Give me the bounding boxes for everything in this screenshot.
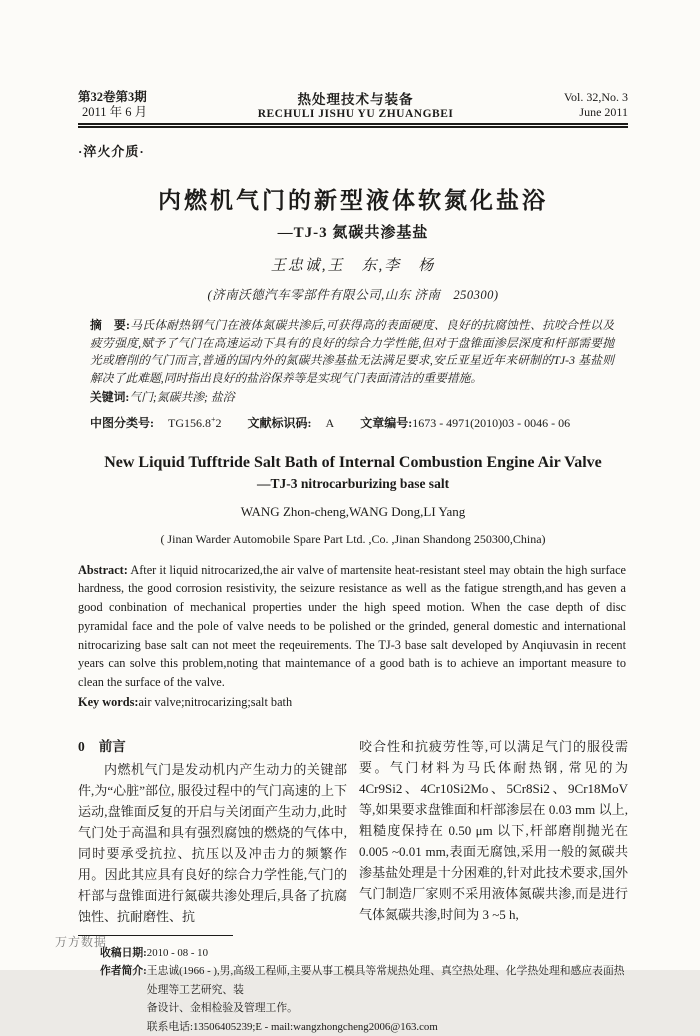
affiliation-cn: (济南沃德汽车零部件有限公司,山东 济南 250300) [207, 288, 499, 302]
received-label: 收稿日期: [100, 946, 147, 959]
body-paragraph-right: 咬合性和抗疲劳性等,可以满足气门的服役需要。气门材料为马氏体耐热钢, 常见的为 4Cr9Si2、4Cr10Si2Mo、5Cr8Si2、9Cr18MoV 等,如果要求盘锥面和杆部渗层在 0.03 mm 以上,粗糙度保持在 0.50 μm 以下,杆部磨削抛光在 0.005 ~0.01 mm,表面无腐蚀,采用一般的氮碳共渗基盐处理是十分困难的,针对此技术要求,国外气门制造厂家则不采用液体氮碳共渗,而是进行气体氮碳共渗,时间为 3 ~5 h, [359, 738, 628, 922]
keywords-text-cn: 气门;氮碳共渗; 盐浴 [129, 390, 235, 404]
body-column-left [78, 736, 347, 927]
abstract-label-cn: 摘 要: [90, 318, 130, 332]
journal-name-pinyin: RECHULI JISHU YU ZHUANGBEI [257, 108, 454, 120]
contact-line: 联系电话:13506405239;E - mail:wangzhongcheng2006@163.com [146, 1020, 438, 1033]
body-columns [78, 736, 628, 927]
clc-after-sup: 2 [215, 415, 222, 430]
keywords-en [78, 693, 628, 712]
doc-code-label: 文献标识码: [247, 415, 312, 430]
article-title-en: New Liquid Tufftride Salt Bath of Internal Combustion Engine Air Valve [104, 453, 602, 471]
header-journal-name [258, 88, 454, 120]
bio-line-1: 王忠诚(1966 - ),男,高级工程师,主要从事工模具等常规热处理、真空热处理、化学热处理和感应表面热处理等工艺研究、装 [146, 965, 625, 996]
column-tag: ·淬火介质· [78, 144, 145, 159]
article-id-value: 1673 - 4971(2010)03 - 0046 - 06 [412, 415, 571, 430]
footnote-block [78, 935, 628, 1036]
authors-en: WANG Zhon-cheng,WANG Dong,LI Yang [240, 503, 466, 519]
keywords-label-en: Key words: [78, 695, 139, 710]
issue-cn: 第32卷第3期 [78, 90, 147, 104]
affiliation-en: ( Jinan Warder Automobile Spare Part Ltd. ,Co. ,Jinan Shandong 250300,China) [160, 531, 546, 546]
keywords-text-en: air valve;nitrocarizing;salt bath [138, 695, 293, 710]
date-en: June 2011 [579, 105, 628, 119]
article-title-cn: 内燃机气门的新型液体软氮化盐浴 [158, 188, 548, 213]
clc-value: TG156.8 [168, 415, 211, 430]
classification-row [90, 411, 614, 432]
section-title: 前言 [98, 738, 126, 754]
clc-superscript: + [211, 414, 216, 424]
abstract-text-en: After it liquid nitrocarized,the air valve of martensite heat-resistant steel may obtain the high surface hardness, the good corrosion resistivity, the seizure resistance as well as the fatigue strength,and has geven a good conbination of mechanical properties under the high speed motion. When the case depth of disc pyramidal face and the pole of valve needs to be polished or the grinded, general domestic and international nitrocarizing base salt can not meet the reqeuirements. The TJ-3 base salt developed by Anqiuvasin in recent years can solve this problem,noting that maintemance of a good bath is to achieve an important measure to clean the surface of the valve. [78, 562, 626, 690]
bio-line-2: 备设计、金相检验及管理工作。 [146, 1002, 298, 1015]
abstract-label-en: Abstract: [78, 562, 128, 577]
clc-label: 中图分类号: [90, 415, 154, 430]
doc-code-value: A [325, 415, 335, 430]
header-double-rule [78, 123, 628, 128]
header-vol-block [564, 90, 628, 120]
bio-label: 作者简介: [100, 965, 147, 978]
received-date-line [100, 944, 628, 963]
date-cn: 2011 年 6 月 [82, 105, 148, 119]
header-issue-block [78, 90, 147, 120]
footnote-content [78, 944, 628, 1036]
journal-name-cn: 热处理技术与装备 [297, 92, 414, 107]
abstract-cn [90, 317, 614, 387]
article-id-label: 文章编号: [360, 415, 413, 430]
bio-content [147, 962, 628, 1036]
wanfang-watermark: 万方数据 [55, 935, 108, 949]
journal-header [78, 88, 628, 120]
abstract-text-cn: 马氏体耐热钢气门在液体氮碳共渗后,可获得高的表面硬度、良好的抗腐蚀性、抗咬合性以及疲劳强度,赋予了气门在高速运动下具有的良好的综合力学性能,但对于盘锥面渗层深度和杆部需要抛光或磨削的气门而言,普通的国内外的氮碳共渗基盐无法满足要求,安丘亚星近年来研制的TJ-3 基盐则解决了此难题,同时指出良好的盐浴保养等是实现气门表面清洁的重要措施。 [90, 318, 614, 385]
authors-cn: 王忠诚,王 东,李 杨 [270, 258, 436, 274]
author-bio-row [100, 962, 628, 1036]
abstract-en [78, 561, 626, 693]
section-heading [78, 736, 347, 757]
body-paragraph-left: 内燃机气门是发动机内产生动力的关键部件,为“心脏”部位, 服役过程中的气门高速的上下运动,盘锥面反复的开启与关闭面产生动力,此时气门处于高温和具有强烈腐蚀的燃烧的气体中,同时要承受抗拉、抗压以及冲击力的频繁作用。因此其应具有良好的综合力学性能,气门的杆部与盘锥面进行氮碳共渗处理后,具备了抗腐蚀性、抗耐磨性、抗 [78, 761, 347, 924]
body-column-right [359, 736, 628, 927]
article-subtitle-cn: —TJ-3 氮碳共渗基盐 [277, 225, 429, 241]
keywords-label-cn: 关键词: [90, 390, 130, 404]
section-number: 0 [78, 738, 85, 754]
article-subtitle-en: —TJ-3 nitrocarburizing base salt [256, 475, 450, 491]
received-value: 2010 - 08 - 10 [146, 946, 208, 959]
keywords-cn [90, 389, 614, 407]
vol-en: Vol. 32,No. 3 [563, 90, 628, 104]
